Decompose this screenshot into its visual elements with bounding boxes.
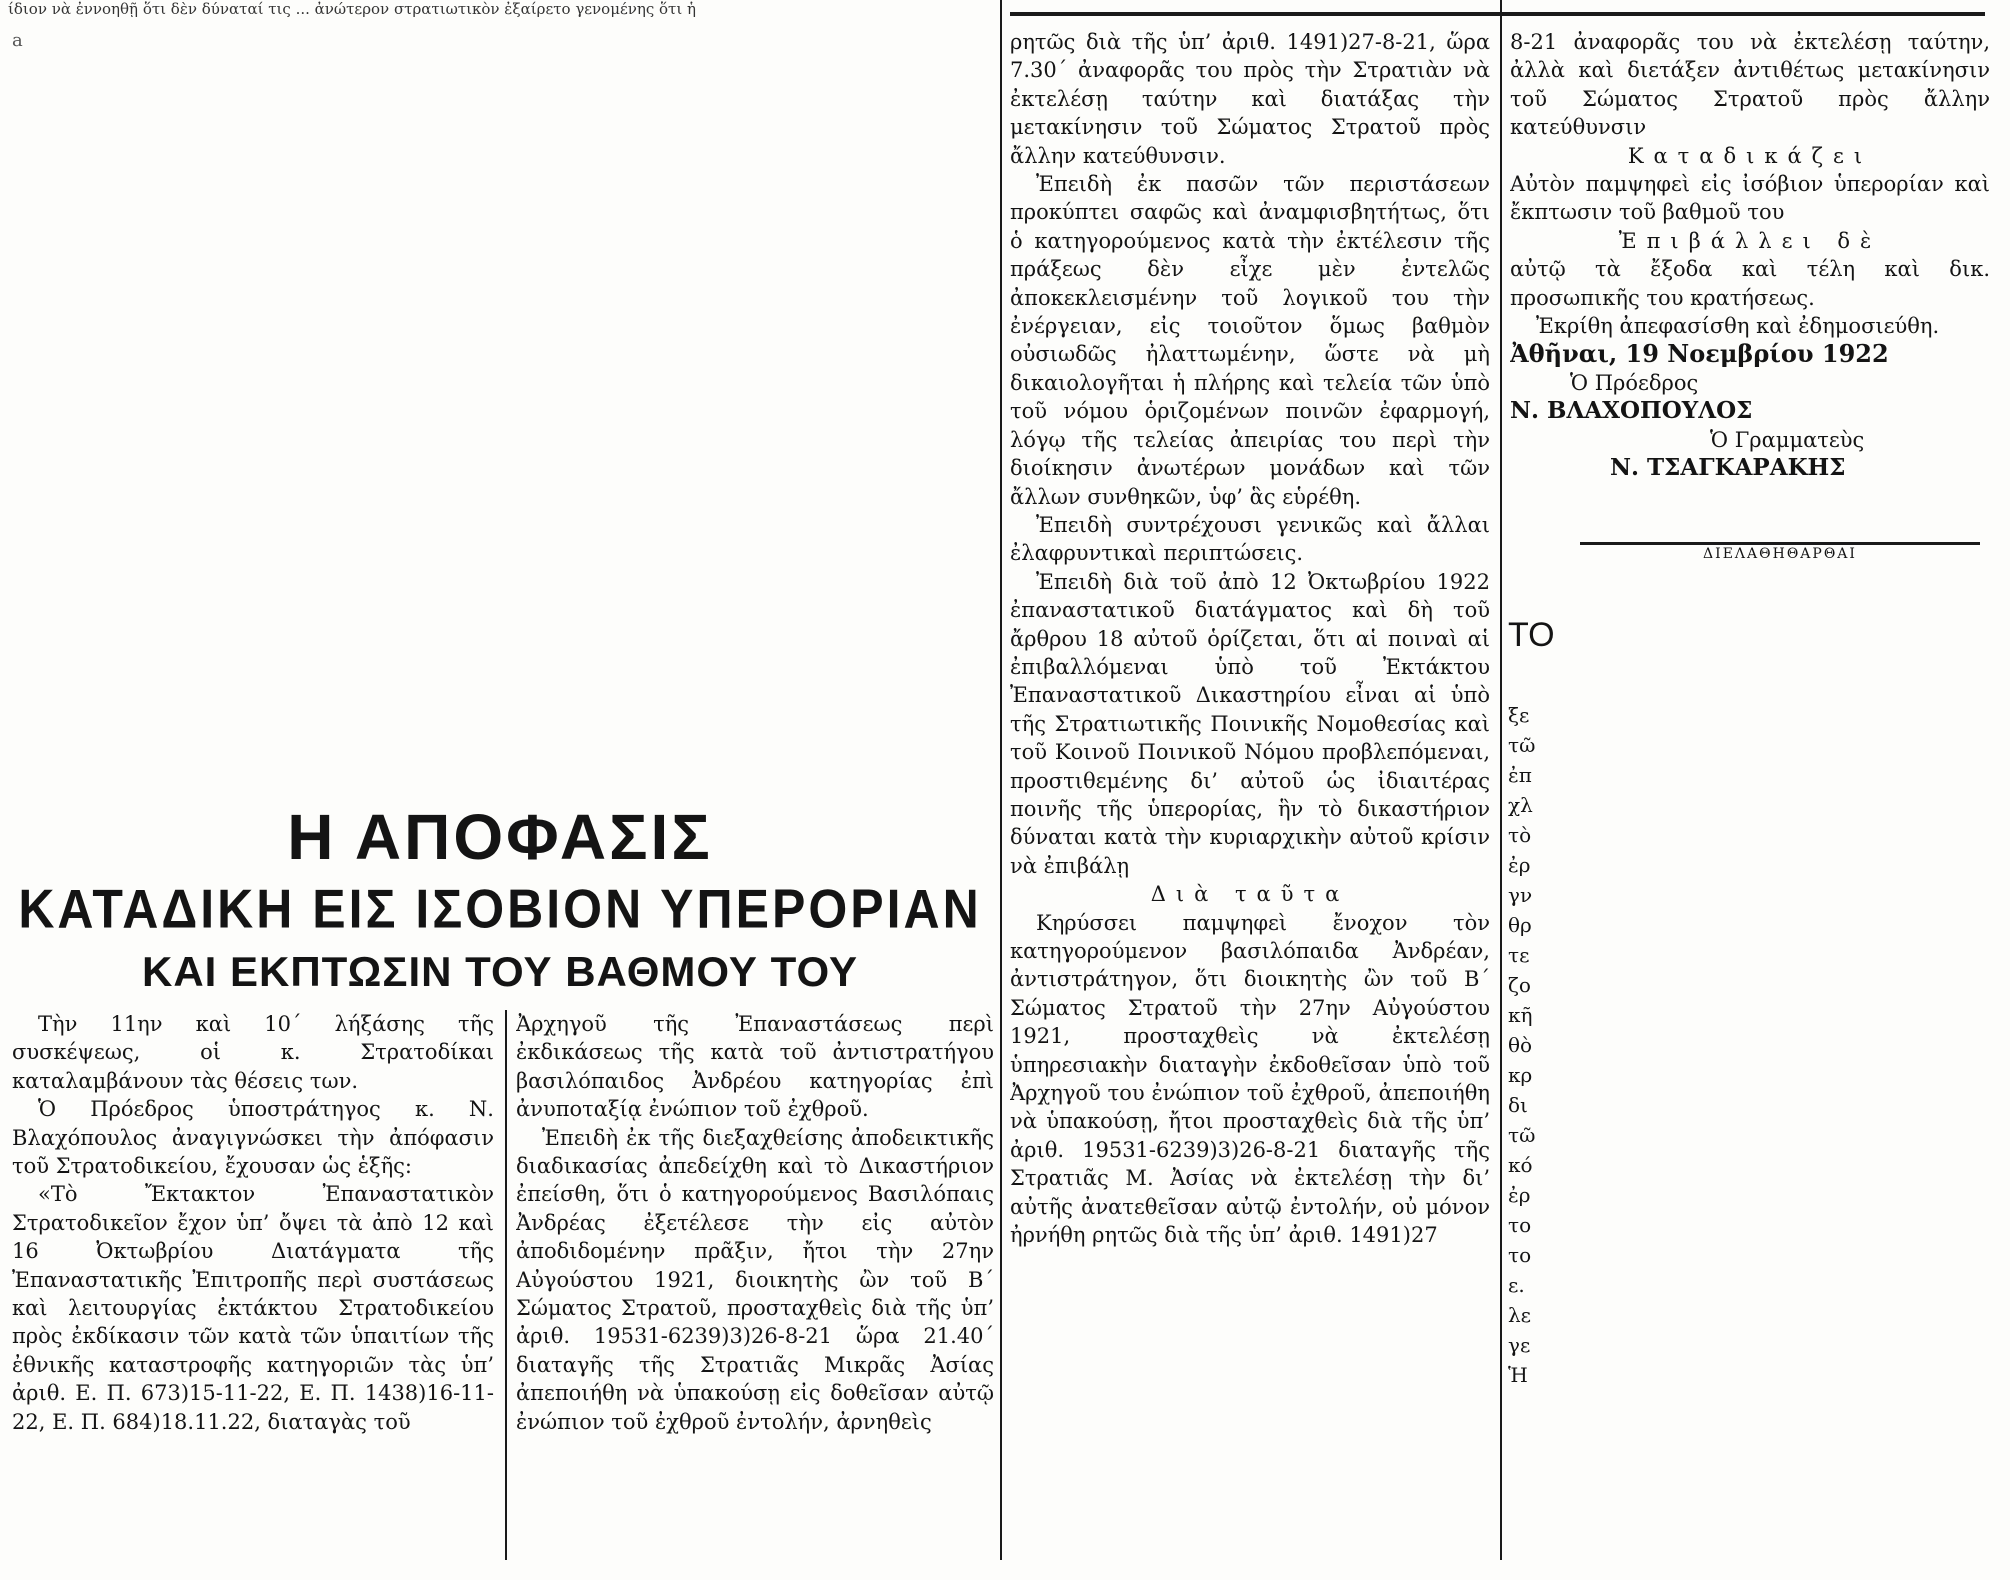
cut-column-letters	[1508, 616, 1555, 1390]
paragraph: Αὐτὸν παμψηφεὶ εἰς ἰσόβιον ὑπερορίαν καὶ ἔκπτωσιν τοῦ βαθμοῦ του	[1510, 172, 1990, 225]
edge-fragment: ξε	[1508, 703, 1530, 727]
edge-fragment: θρ	[1508, 913, 1532, 937]
edge-fragment: λε	[1508, 1303, 1532, 1327]
edge-fragment: χλ	[1508, 793, 1533, 817]
edge-fragment: τῶ	[1508, 1123, 1536, 1147]
paragraph: «Τὸ Ἔκτακτον Ἐπαναστατικὸν Στρατοδικεῖον ἔχον ὑπ’ ὄψει τὰ ἀπὸ 12 καὶ 16 Ὀκτωβρίου Διατάγματα τῆς Ἐπαναστατικῆς Ἐπιτροπῆς περὶ συστάσεως καὶ λειτουργίας ἐκτάκτου Στρατοδικείου πρὸς ἐκδίκασιν τῶν κατὰ τῶν ὑπαιτίων τῆς ἐθνικῆς καταστροφῆς κατηγοριῶν τὰς ὑπ’ ἀριθ. Ε. Π. 673)15-11-22, Ε. Π. 1438)16-11-22, Ε. Π. 684)18.11.22, διαταγὰς τοῦ	[12, 1182, 494, 1434]
edge-fragment: γε	[1508, 1333, 1531, 1357]
headline-title: Η ΑΠΟΦΑΣΙΣ	[287, 801, 713, 873]
edge-fragment: τε	[1508, 943, 1530, 967]
paragraph: ρητῶς διὰ τῆς ὑπ’ ἀριθ. 1491)27-8-21, ὥρα 7.30΄ ἀναφορᾶς του πρὸς τὴν Στρατιὰν νὰ ἐκτελέσῃ ταύτην καὶ διατάξας τὴν μετακίνησιν τοῦ Σώματος Στρατοῦ πρὸς ἄλλην κατεύθυνσιν.	[1010, 30, 1490, 168]
ornament-rule	[1580, 542, 1980, 545]
paragraph: Ἐπειδὴ ἐκ τῆς διεξαχθείσης ἀποδεικτικῆς διαδικασίας ἀπεδείχθη καὶ τὸ Δικαστήριον ἐπείσθη, ὅτι ὁ κατηγορούμενος Βασιλόπαις Ἀνδρέας ἐξετέλεσε τὴν εἰς αὐτὸν ἀποδιδομένην πρᾶξιν, ἤτοι τὴν 27ην Αὐγούστου 1921, διοικητὴς ὢν τοῦ Β΄ Σώματος Στρατοῦ, προσταχθεὶς διὰ τῆς ὑπ’ ἀριθ. 19531-6239)3)26-8-21 ὥρα 21.40΄ διαταγῆς τῆς Στρατιᾶς Μικρᾶς Ἀσίας ἀπεποιήθη νὰ ὑπακούσῃ εἰς δοθεῖσαν αὐτῷ ἐνώπιον τοῦ ἐχθροῦ ἐντολήν, ἀρνηθεὶς	[516, 1125, 994, 1434]
paragraph: Ἀρχηγοῦ τῆς Ἐπαναστάσεως περὶ ἐκδικάσεως τῆς κατὰ τοῦ ἀντιστρατήγου βασιλόπαιδος Ἀνδρέου κατηγορίας ἐπὶ ἀνυποταξίᾳ ἐνώπιον τοῦ ἐχθροῦ.	[516, 1012, 994, 1122]
edge-fragment: κρ	[1508, 1063, 1533, 1087]
paragraph: αὐτῷ τὰ ἔξοδα καὶ τέλη καὶ δικ. προσωπικῆς του κρατήσεως.	[1510, 257, 1990, 310]
article-column-1	[12, 1010, 494, 1560]
secretary-name: Ν. ΤΣΑΓΚΑΡΑΚΗΣ	[1610, 454, 1846, 482]
paragraph: Ἐπειδὴ διὰ τοῦ ἀπὸ 12 Ὀκτωβρίου 1922 ἐπαναστατικοῦ διατάγματος καὶ δὴ τοῦ ἄρθρου 18 αὐτοῦ ὁρίζεται, ὅτι αἱ ποιναὶ αἱ ἐπιβαλλόμεναι ὑπὸ τοῦ Ἐκτάκτου Ἐπαναστατικοῦ Δικαστηρίου εἶναι αἱ ὑπὸ τῆς Στρατιωτικῆς Ποινικῆς Νομοθεσίας καὶ τοῦ Κοινοῦ Ποινικοῦ Νόμου προβλεπόμεναι, προστιθεμένης δι’ αὐτοῦ ὡς ἰδιαιτέρας ποινῆς τῆς ὑπερορίας, ἣν τὸ δικαστήριον δύναται κατὰ τὴν κυριαρχικὴν αὐτοῦ κρίσιν νὰ ἐπιβάλῃ	[1010, 569, 1490, 878]
paragraph: Τὴν 11ην καὶ 10΄ λήξάσης τῆς συσκέψεως, οἱ κ. Στρατοδίκαι καταλαμβάνουν τὰς θέσεις των.	[12, 1012, 494, 1093]
article-column-2	[516, 1010, 994, 1560]
headline-subtitle-2: ΚΑΙ ΕΚΠΤΩΣΙΝ ΤΟΥ ΒΑΘΜΟΥ ΤΟΥ	[142, 948, 858, 995]
president-title: Ὁ Πρόεδρος	[1570, 370, 1699, 395]
edge-fragment: ἐρ	[1508, 1183, 1531, 1207]
edge-fragment: γν	[1508, 883, 1533, 907]
edge-fragment: ἐπ	[1508, 763, 1532, 787]
president-name: Ν. ΒΛΑΧΟΠΟΥΛΟΣ	[1510, 397, 1753, 425]
section-heading: Καταδικάζει	[1627, 143, 1873, 168]
edge-fragment: ε.	[1508, 1273, 1525, 1297]
edge-fragment: ΤΟ	[1508, 616, 1555, 654]
edge-fragment: το	[1508, 1243, 1532, 1267]
ornament-text: ΔΙΕΛΑΘΗΘΑΡΘΑΙ	[1703, 546, 1857, 562]
edge-fragment: θὸ	[1508, 1033, 1533, 1057]
edge-fragment: κό	[1508, 1153, 1533, 1177]
edge-fragment: το	[1508, 1213, 1532, 1237]
edge-fragment: ζο	[1508, 973, 1531, 997]
column-rule	[1500, 0, 1502, 1560]
paragraph: Κηρύσσει παμψηφεὶ ἔνοχον τὸν κατηγορούμενον βασιλόπαιδα Ἀνδρέαν, ἀντιστράτηγον, ὅτι διοικητὴς ὢν τοῦ Β΄ Σώματος Στρατοῦ τὴν 27ην Αὐγούστου 1921, προσταχθεὶς νὰ ἐκτελέσῃ ὑπηρεσιακὴν διαταγὴν ἐκδοθεῖσαν ὑπὸ τοῦ Ἀρχηγοῦ του ἐνώπιον τοῦ ἐχθροῦ, ἀπεποιήθη νὰ ὑπακούσῃ, ἤτοι προσταχθεὶς διὰ τῆς ὑπ’ ἀριθ. 19531-6239)3)26-8-21 διαταγῆς τῆς Στρατιᾶς Μ. Ἀσίας νὰ ἐκτελέσῃ τὴν δι’ αὐτῆς ἀνατεθεῖσαν αὐτῷ ἐντολήν, οὐ μόνον ἠρνήθη ρητῶς διὰ τῆς ὑπ’ ἀριθ. 1491)27	[1010, 910, 1490, 1248]
top-rule	[1010, 12, 1985, 16]
section-heading: Διὰ ταῦτα	[1150, 882, 1350, 907]
date-line: Ἀθῆναι, 19 Νοεμβρίου 1922	[1510, 339, 1889, 369]
column-rule	[505, 1010, 507, 1560]
article-column-3	[1010, 28, 1490, 1560]
top-cut-text: ίδιον νὰ ἐννοηθῇ ὅτι δὲν δύναταί τις ... ἀνώτερον στρατιωτικὸν ἐξαίρετο γενομένης ὅτι ἡ	[8, 0, 696, 18]
paragraph: Ὁ Πρόεδρος ὑποστράτηγος κ. Ν. Βλαχόπουλος ἀναγιγνώσκει τὴν ἀπόφασιν τοῦ Στρατοδικείου, ἔχουσαν ὡς ἑξῆς:	[12, 1097, 494, 1179]
paragraph: Ἐπειδὴ ἐκ πασῶν τῶν περιστάσεων προκύπτει σαφῶς καὶ ἀναμφισβητήτως, ὅτι ὁ κατηγορούμενος κατὰ τὴν ἐκτέλεσιν τῆς πράξεως δὲν εἶχε μὲν ἐντελῶς ἀποκεκλεισμένην τοῦ λογικοῦ του τὴν ἐνέργειαν, εἰς τοιοῦτον ὅμως βαθμὸν οὐσιωδῶς ἠλαττωμένην, ὥστε νὰ μὴ δικαιολογῆται ἡ πλήρης καὶ τελεία τῶν ὑπὸ τοῦ νόμου ὁριζομένων ποινῶν ἐφαρμογή, λόγῳ τῆς τελείας ἀπειρίας του περὶ τὴν διοίκησιν ἀνωτέρων μονάδων καὶ τῶν ἄλλων συνθηκῶν, ὑφ’ ἃς εὑρέθη.	[1010, 172, 1490, 509]
secretary-title: Ὁ Γραμματεὺς	[1710, 427, 1865, 452]
edge-fragment: Ἡ	[1508, 1363, 1528, 1387]
edge-fragment: δι	[1508, 1093, 1528, 1117]
edge-fragment: τῶ	[1508, 733, 1536, 757]
edge-fragment: τὸ	[1508, 823, 1532, 847]
column-rule	[1000, 0, 1002, 1560]
headline-subtitle: ΚΑΤΑΔΙΚΗ ΕΙΣ ΙΣΟΒΙΟΝ ΥΠΕΡΟΡΙΑΝ	[18, 878, 982, 940]
paragraph: 8-21 ἀναφορᾶς του νὰ ἐκτελέσῃ ταύτην, ἀλλὰ καὶ διετάξεν ἀντιθέτως μετακίνησιν τοῦ Σώματος Στρατοῦ πρὸς ἄλλην κατεύθυνσιν	[1510, 30, 1990, 140]
article-column-4	[1510, 28, 1990, 548]
paragraph: Ἐπειδὴ συντρέχουσι γενικῶς καὶ ἄλλαι ἐλαφρυντικαὶ περιπτώσεις.	[1010, 512, 1490, 566]
margin-dots: a	[12, 30, 23, 51]
closing-ornament	[1580, 542, 1980, 561]
edge-fragment: κῆ	[1508, 1003, 1533, 1027]
section-heading: Ἐπιβάλλει δὲ	[1618, 228, 1882, 253]
paragraph: Ἐκρίθη ἀπεφασίσθη καὶ ἐδημοσιεύθη.	[1536, 314, 1940, 339]
edge-fragment: ἐρ	[1508, 853, 1531, 877]
